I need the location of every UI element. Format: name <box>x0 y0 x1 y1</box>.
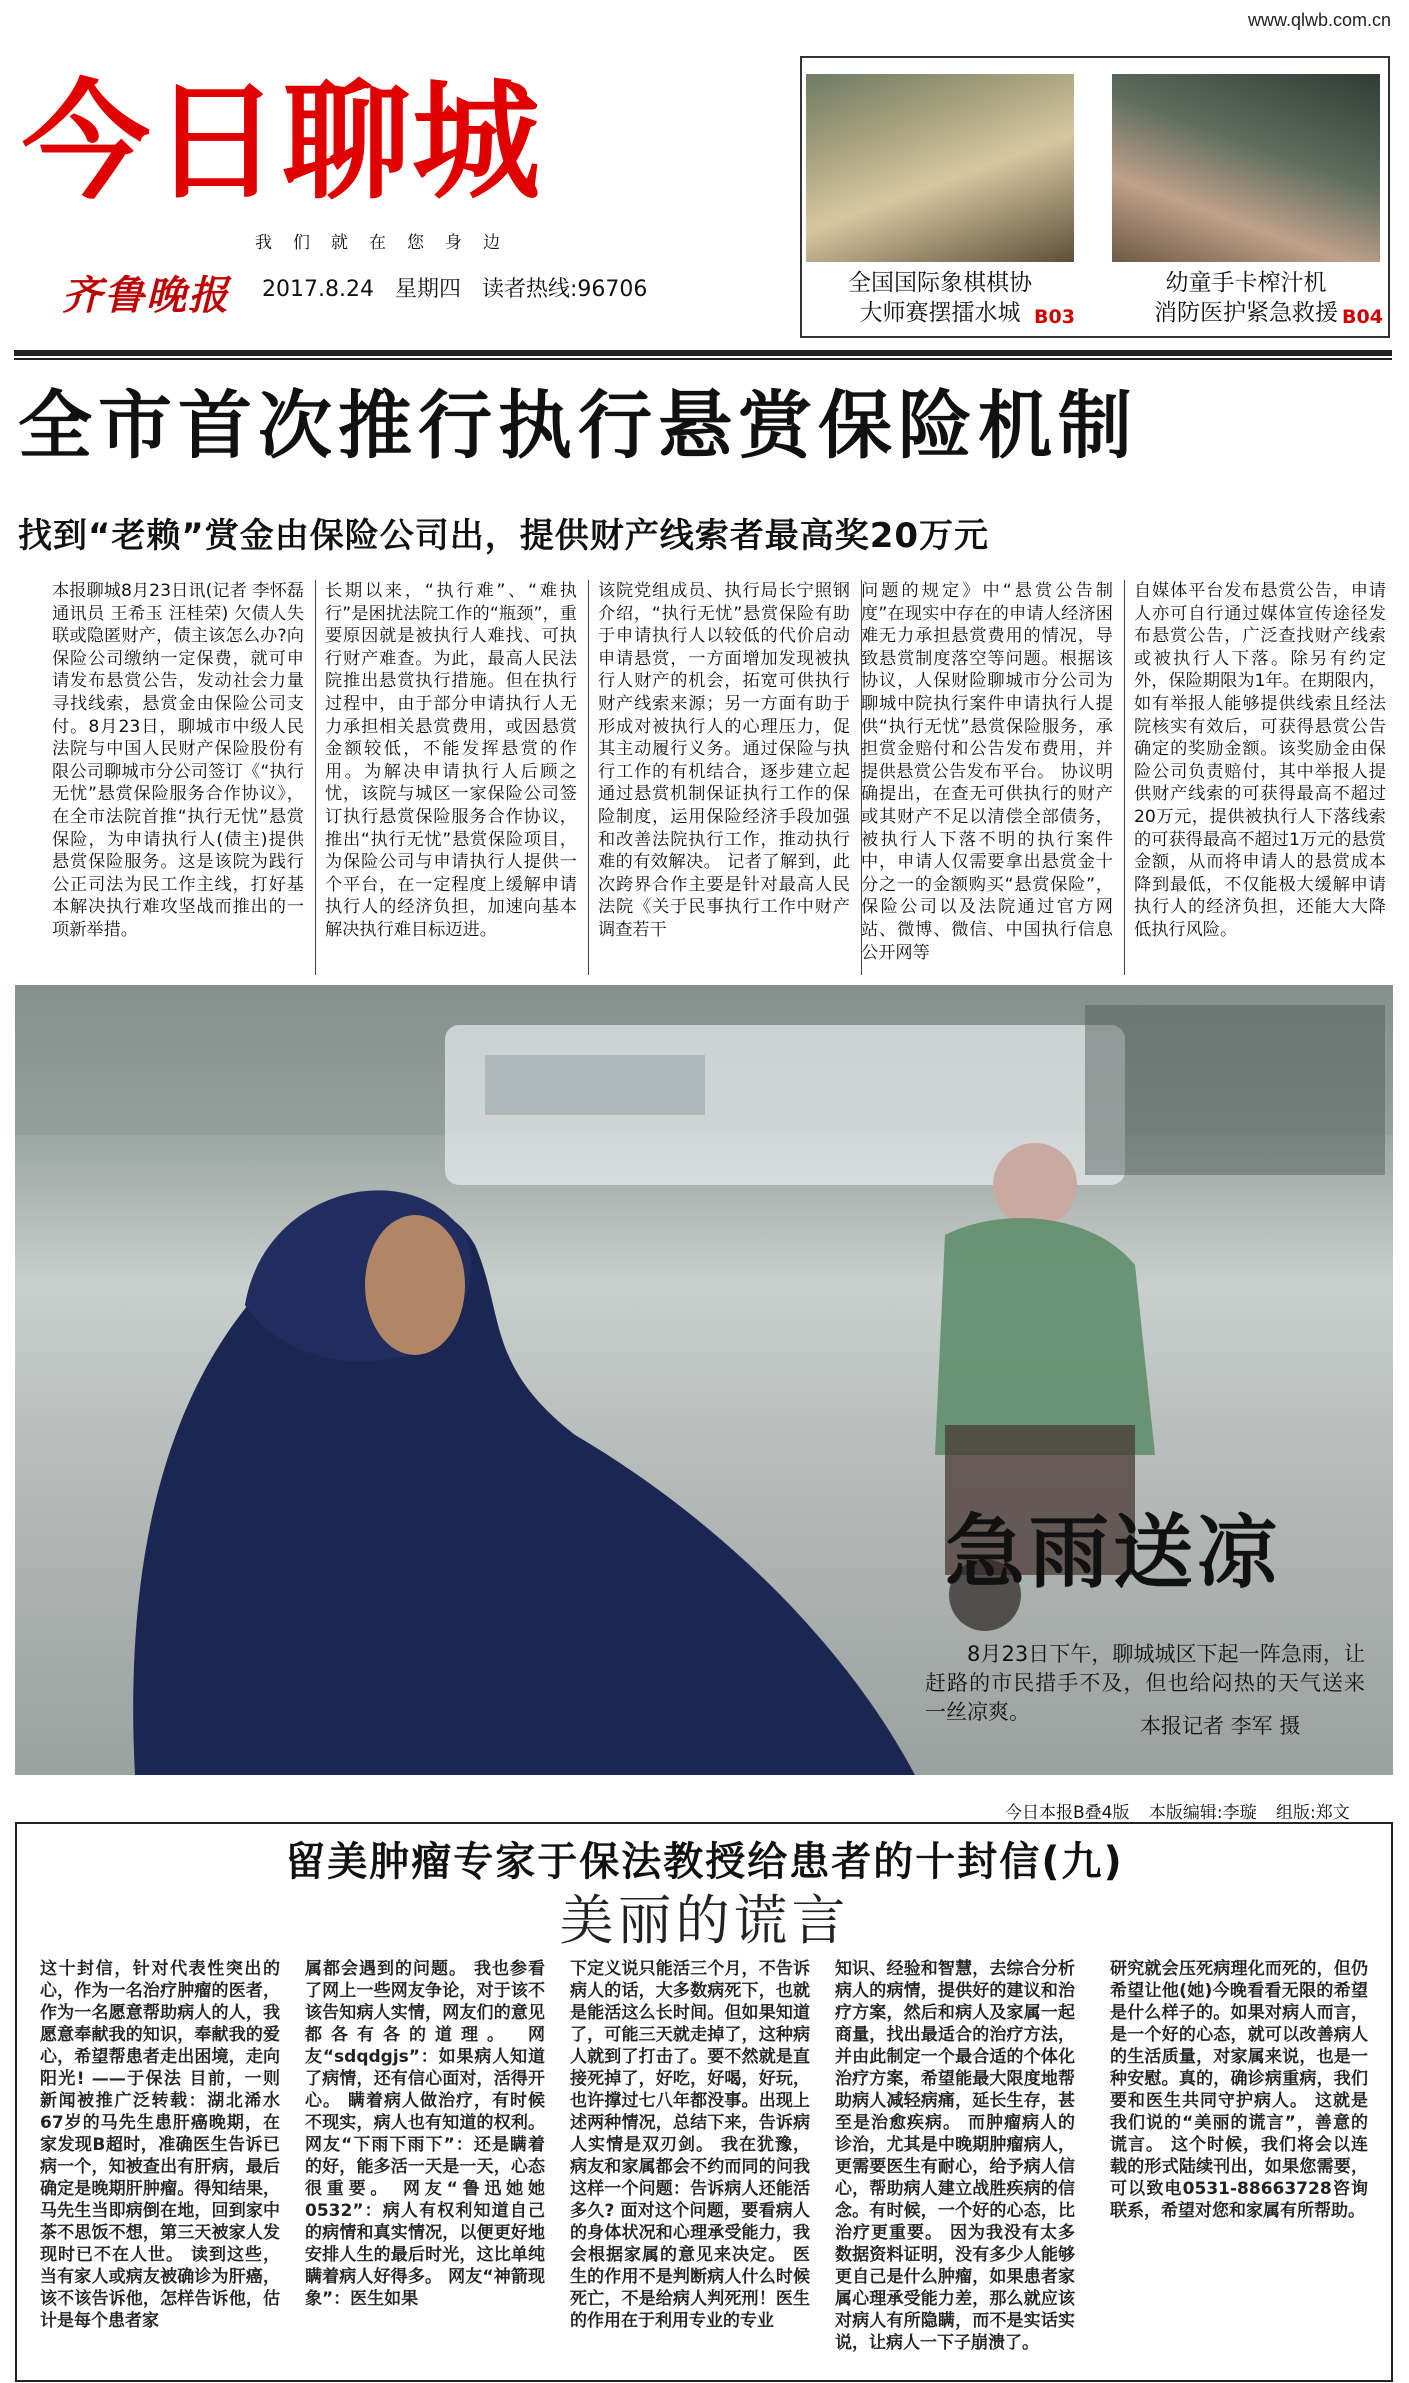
serial-column: 知识、经验和智慧，去综合分析病人的病情，提供好的建议和治疗方案，然后和病人及家属一起商量，找出最适合的治疗方法，并由此制定一个最合适的个体化治疗方案，希望能最大限度地帮助病人减轻病痛，延长生存，甚至是治愈疾病。 而肿瘤病人的诊治，尤其是中晚期肿瘤病人，更需要医生有耐心，给予病人信心，帮助病人建立战胜疾病的信念。有时候，一个好的心态，比治疗更重要。 因为我没有太多数据资料证明，没有多少人能够更自己是什么肿瘤，如果患者家属心理承受能力差，那么就应该对病人有所隐瞒，而不是实话实说，让病人一下子崩溃了。 <box>835 1959 1075 2353</box>
article-column: 该院党组成员、执行局长宁照钢介绍，“执行无忧”悬赏保险有助于申请执行人以较低的代价启动申请悬赏，一方面增加发现被执行人财产的机会，拓宽可供执行财产线索来源；另一方面有助于形成对被执行人的心理压力，促其主动履行义务。通过保险与执行工作的有机结合，逐步建立起通过悬赏机制保证执行工作的保险制度，运用保险经济手段加强和改善法院执行工作，推动执行难的有效解决。 记者了解到，此次跨界合作主要是针对最高人民法院《关于民事执行工作中财产调查若干 <box>598 581 850 940</box>
promo-caption-line: 大师赛摆擂水城 <box>859 300 1021 326</box>
footer-editor: 本版编辑:李璇 <box>1148 1803 1257 1823</box>
serial-column: 研究就会压死病理化而死的，但仍希望让他(她)今晚看看无限的希望是什么样子的。如果对病人而言，是一个好的心态，就可以改善病人的生活质量，对家属来说，也是一种安慰。真的，确诊病重病，我们要和医生共同守护病人。 这就是我们说的“美丽的谎言”，善意的谎言。 这个时候，我们将会以连载的形式陆续刊出，如果您需要，可以致电0531-88663728咨询联系，希望对您和家属有所帮助。 <box>1110 1959 1368 2221</box>
article-column: 长期以来，“执行难”、“难执行”是困扰法院工作的“瓶颈”，重要原因就是被执行人难找、可执行财产难查。为此，最高人民法院推出悬赏执行措施。但在执行过程中，由于部分申请执行人无力承担相关悬赏费用，或因悬赏金额较低，不能发挥悬赏的作用。为解决申请执行人后顾之忧，该院与城区一家保险公司签订执行悬赏保险服务合作协议，推出“执行无忧”悬赏保险项目，为保险公司与申请执行人提供一个平台，在一定程度上缓解申请执行人的经济负担，加速向基本解决执行难目标迈进。 <box>325 581 577 940</box>
article-column: 问题的规定》中“悬赏公告制度”在现实中存在的申请人经济困难无力承担悬赏费用的情况，导致悬赏制度落空等问题。根据该协议，人保财险聊城市分公司为聊城中院执行案件申请执行人提供“执行无忧”悬赏保险服务，承担赏金赔付和公告发布费用，并提供悬赏公告发布平台。 协议明确提出，在查无可供执行的财产或其财产不足以清偿全部债务，被执行人下落不明的执行案件中，申请人仅需要拿出悬赏金十分之一的金额购买“悬赏保险”，保险公司以及法院通过官方网站、微博、微信、中国执行信息公开网等 <box>861 581 1113 963</box>
promo-page-code: B04 <box>1342 306 1383 328</box>
photo-credit: 本报记者 李军 摄 <box>1140 1714 1301 1738</box>
footer-edition: 今日本报B叠4版 <box>1005 1803 1130 1823</box>
hotline <box>482 277 647 302</box>
masthead-slogan: 我们就在您身边 <box>255 233 521 253</box>
promo-page-code: B03 <box>1034 306 1075 328</box>
column-divider <box>588 580 589 975</box>
dateline <box>262 272 661 303</box>
lead-headline: 全市首次推行执行悬赏保险机制 <box>18 383 1138 469</box>
divider <box>14 358 1392 360</box>
promo-photo-chess[interactable] <box>806 74 1074 262</box>
column-divider <box>1124 580 1125 975</box>
promo-box <box>800 56 1390 338</box>
hotline-number: 96706 <box>577 277 648 302</box>
lead-subheadline: 找到“老赖”赏金由保险公司出，提供财产线索者最高奖20万元 <box>18 516 990 556</box>
masthead-title: 今日聊城 <box>22 68 543 217</box>
divider <box>14 350 1392 356</box>
serial-subtitle: 美丽的谎言 <box>559 1889 850 1952</box>
promo-caption-line: 消防医护紧急救援 <box>1154 300 1338 326</box>
serial-column: 这十封信，针对代表性突出的心，作为一名治疗肿瘤的医者，作为一名愿意帮助病人的人，我愿意奉献我的知识，奉献我的爱心，希望帮患者走出困境，走向阳光! ——于保法 目前，一则新闻被推广泛转载：湖北浠水67岁的马先生患肝癌晚期，在家发现B超时，准确医生告诉已病一个，知被查出有肝病，最后确定是晚期肝肿瘤。得知结果，马先生当即病倒在地，回到家中茶不思饭不想，第三天被家人发现时已不在人世。 读到这些，当有家人或病友被确诊为肝癌，该不该告诉他，怎样告诉他，估计是每个患者家 <box>40 1959 280 2331</box>
column-divider <box>315 580 316 975</box>
promo-caption-rescue[interactable] <box>1112 268 1380 328</box>
promo-photo-rescue[interactable] <box>1112 74 1380 262</box>
article-column: 自媒体平台发布悬赏公告，申请人亦可自行通过媒体宣传途径发布悬赏公告，广泛查找财产线索或被执行人下落。除另有约定外，保险期限为1年。在期限内，如有举报人能够提供线索且经法院核实有效后，可获得悬赏公告确定的奖励金额。该奖励金由保险公司负责赔付，其中举报人提供财产线索的可获得最高不超过20万元，提供被执行人下落线索的可获得最高不超过1万元的悬赏金额，从而将申请人的悬赏成本降到最低，不仅能极大缓解申请执行人的经济负担，还能大大降低执行风险。 <box>1134 581 1386 940</box>
photo-title: 急雨送凉 <box>945 1506 1281 1599</box>
hotline-label: 读者热线: <box>481 277 578 302</box>
footer-layout: 组版:郑文 <box>1276 1803 1350 1823</box>
serial-column: 属都会遇到的问题。 我也参看了网上一些网友争论，对于该不该告知病人实情，网友们的意见都各有各的道理。 网友“sdqdgjs”：如果病人知道了病情，还有信心面对，活得开心。 瞒着病人做治疗，有时候不现实，病人也有知道的权利。 网友“下雨下雨下”：还是瞒着的好，能多活一天是一天，心态很重要。 网友“鲁迅她她0532”：病人有权利知道自己的病情和真实情况，以便更好地安排人生的最后时光，这比单纯瞒着病人好得多。 网友“神箭现象”：医生如果 <box>305 1959 545 2309</box>
promo-caption-line: 幼童手卡榨汁机 <box>1165 270 1327 296</box>
serial-title: 留美肿瘤专家于保法教授给患者的十封信(九) <box>285 1839 1124 1885</box>
issue-weekday: 星期四 <box>394 277 461 302</box>
photo-caption: 8月23日下午，聊城城区下起一阵急雨，让赶路的市民措手不及，但也给闷热的天气送来一丝凉爽。 <box>925 1642 1365 1724</box>
serial-column: 下定义说只能活三个月，不告诉病人的话，大多数病死下，也就是能活这么长时间。但如果知道了，可能三天就走掉了，这种病人就到了打击了。要不然就是直接死掉了，好吃，好喝，好玩，也许撑过七八年都没事。出现上述两种情况，总结下来，告诉病人实情是双刃剑。 我在犹豫，病友和家属都会不约而同的问我这样一个问题：告诉病人还能活多久? 面对这个问题，要看病人的身体状况和心理承受能力，我会根据家属的意见来决定。 医生的作用不是判断病人什么时候死亡，不是给病人判死刑！医生的作用在于利用专业的专业 <box>570 1959 810 2331</box>
issue-date: 2017.8.24 <box>262 277 374 302</box>
article-column: 本报聊城8月23日讯(记者 李怀磊 通讯员 王希玉 汪桂荣) 欠债人失联或隐匿财产，债主该怎么办?向保险公司缴纳一定保费，就可申请发布悬赏公告，发动社会力量寻找线索，悬赏金由保险公司支付。8月23日，聊城市中级人民法院与中国人民财产保险股份有限公司聊城市分公司签订《“执行无忧”悬赏保险服务合作协议》，在全市法院首推“执行无忧”悬赏保险，为申请执行人(债主)提供悬赏保险服务。这是该院为践行公正司法为民工作主线，打好基本解决执行难攻坚战而推出的一项新举措。 <box>52 581 304 940</box>
site-url: www.qlwb.com.cn <box>1247 10 1391 30</box>
paper-logo: 齐鲁晚报 <box>62 272 230 319</box>
page-footer <box>1005 1798 1350 1823</box>
promo-caption-line: 全国国际象棋棋协 <box>848 270 1032 296</box>
